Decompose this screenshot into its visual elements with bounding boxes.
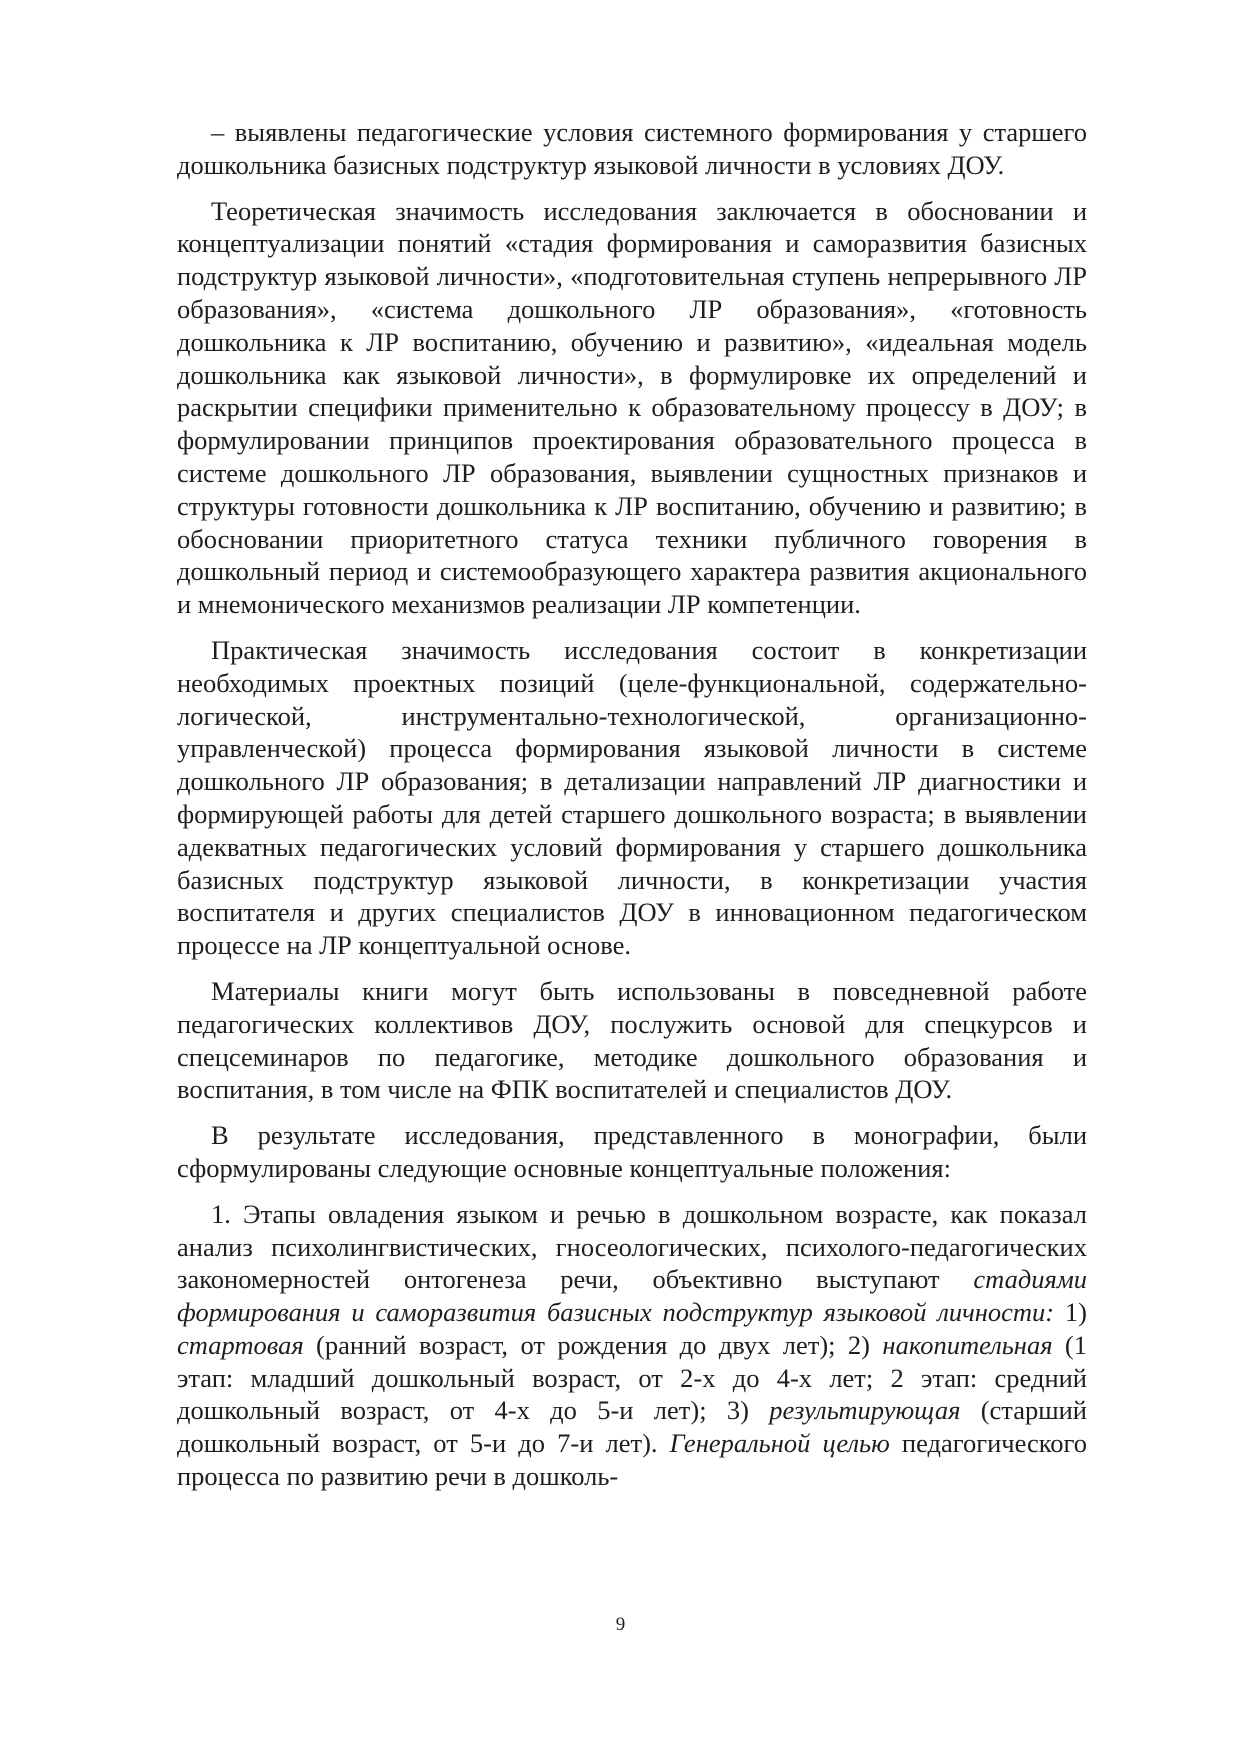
emphasis-text: стадиями формирования и саморазвития базисных подструктур языковой личности:: [177, 1264, 1087, 1328]
page-body: [177, 116, 1087, 1506]
text-span: 1. Этапы овладения языком и речью в дошкольном возрасте, как показал анализ психолингвистических, гносеологических, психолого-педагогических закономерностей онтогенеза речи, объективно выступают: [177, 1198, 1087, 1295]
paragraph-practical-significance: Практическая значимость исследования состоит в конкретизации необходимых проектных позиций (целе-функциональной, содержательно-логической, инструментально-технологической, организационно-управленческой) процесса формирования языковой личности в системе дошкольного ЛР образования; в детализации направлений ЛР диагностики и формирующей работы для детей старшего дошкольного возраста; в выявлении адекватных педагогических условий формирования у старшего дошкольника базисных подструктур языковой личности, в конкретизации участия воспитателя и других специалистов ДОУ в инновационном педагогическом процессе на ЛР концептуальной основе.: [177, 634, 1087, 961]
page-number: 9: [615, 1614, 626, 1635]
paragraph-theoretical-significance: Теоретическая значимость исследования заключается в обосновании и концептуализации понятий «стадия формирования и саморазвития базисных подструктур языковой личности», «подготовительная ступень непрерывного ЛР образования», «система дошкольного ЛР образования», «готовность дошкольника к ЛР воспитанию, обучению и развитию», «идеальная модель дошкольника как языковой личности», в формулировке их определений и раскрытии специфики применительно к образовательному процессу в ДОУ; в формулировании принципов проектирования образовательного процесса в системе дошкольного ЛР образования, выявлении сущностных признаков и структуры готовности дошкольника к ЛР воспитанию, обучению и развитию; в обосновании приоритетного статуса техники публичного говорения в дошкольный период и системообразующего характера развития акционального и мнемонического механизмов реализации ЛР компетенции.: [177, 195, 1087, 620]
text-span: педагогического процесса по развитию речи в дошколь-: [177, 1428, 1088, 1492]
text-span: (ранний возраст, от рождения до двух лет); 2): [303, 1329, 883, 1360]
emphasis-text: накопительная: [882, 1329, 1053, 1360]
text-span: (старший дошкольный возраст, от 5-и до 7-и лет).: [177, 1395, 1087, 1459]
paragraph-concept-1: [177, 1198, 1087, 1493]
paragraph-research-results: В результате исследования, представленного в монографии, были сформулированы следующие основные концептуальные положения:: [177, 1120, 1087, 1183]
emphasis-text: результирующая: [769, 1395, 961, 1426]
emphasis-text: стартовая: [177, 1329, 304, 1360]
paragraph-materials-usage: Материалы книги могут быть использованы в повседневной работе педагогических коллективов ДОУ, послужить основой для спецкурсов и спецсеминаров по педагогике, методике дошкольного образования и воспитания, в том числе на ФПК воспитателей и специалистов ДОУ.: [177, 975, 1087, 1105]
text-span: 1): [1054, 1297, 1087, 1328]
text-span: (1 этап: младший дошкольный возраст, от 2-х до 4-х лет; 2 этап: средний дошкольный возраст, от 4-х до 5-и лет); 3): [177, 1329, 1088, 1426]
emphasis-text: Генеральной целью: [669, 1428, 890, 1459]
paragraph-findings: – выявлены педагогические условия системного формирования у старшего дошкольника базисных подструктур языковой личности в условиях ДОУ.: [177, 117, 1087, 180]
